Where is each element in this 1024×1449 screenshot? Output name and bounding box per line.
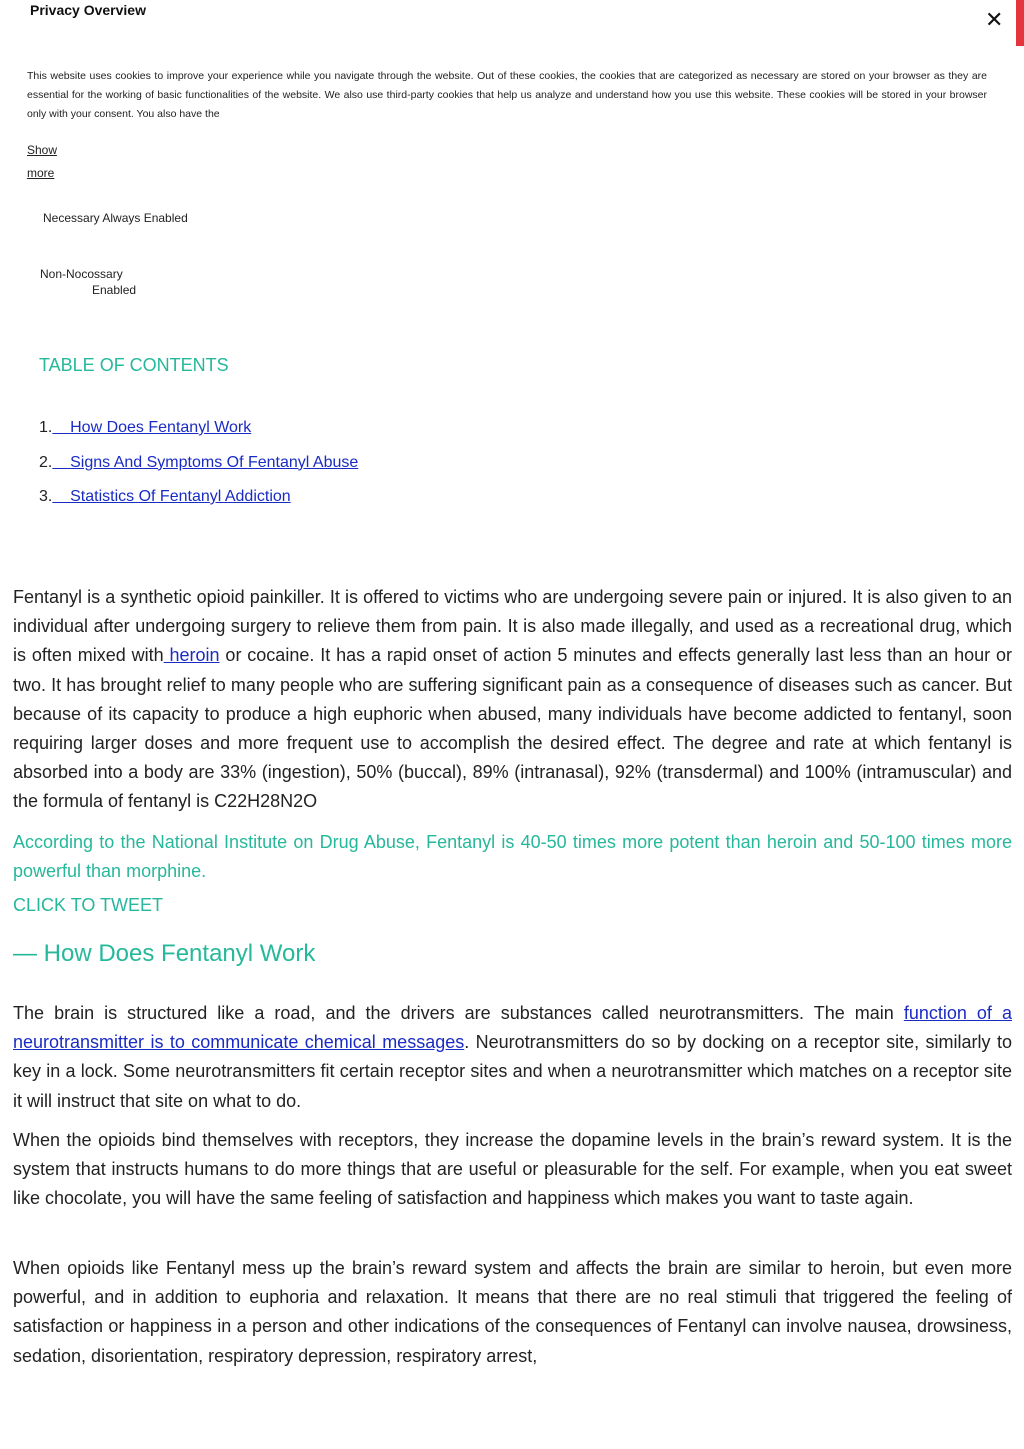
intro-text-1: Fentanyl is a synthetic opioid painkiller. It is offered to victims who are undergoing severe pain or injured. It is also given to an individual after undergoing surgery to relieve them from pain. It is also made illegally, and used as a recreational drug, which is often mixed with — [13, 587, 1012, 666]
non-necessary-cookies-toggle[interactable] — [40, 266, 136, 298]
toc-item-number: 1. — [39, 419, 53, 436]
non-necessary-label: Non-Nocossary — [40, 267, 123, 281]
reward-system-paragraph: When opioids like Fentanyl mess up the brain’s reward system and affects the brain are similar to heroin, but even more powerful, and in addition to euphoria and relaxation. It means that there are no real stimuli that triggered the feeling of satisfaction or happiness in a person and other indications of the consequences of Fentanyl can involve nausea, drowsiness, sedation, disorientation, respiratory depression, respiratory arrest, — [13, 1258, 1012, 1366]
brain-paragraph — [13, 999, 1012, 1116]
neurotransmitter-link[interactable]: function of a neurotransmitter is to communicate chemical messages — [13, 1003, 1012, 1053]
toc-link-how-fentanyl-works[interactable]: How Does Fentanyl Work — [70, 419, 252, 436]
necessary-cookies-toggle[interactable]: Necessary Always Enabled — [43, 211, 188, 225]
show-more-line-2[interactable]: more — [27, 166, 55, 180]
tweetable-quote: According to the National Institute on Drug Abuse, Fentanyl is 40-50 times more potent than heroin and 50-100 times more powerful than morphine. — [13, 832, 1012, 882]
privacy-description: This website uses cookies to improve your experience while you navigate through the website. Out of these cookies, the cookies that are categorized as necessary are stored on your browser as they are essential for the working of basic functionalities of the website. We also use third-party cookies that help us analyze and understand how you use this website. These cookies will be stored in your browser only with your consent. You also have the — [27, 70, 987, 120]
opioids-receptors-paragraph: When the opioids bind themselves with receptors, they increase the dopamine levels in the brain’s reward system. It is the system that instructs humans to do more things that are useful or pleasurable for the self. For example, when you eat sweet like chocolate, you will have the same feeling of satisfaction and happiness which makes you want to taste again. — [13, 1130, 1012, 1209]
intro-text-2: or cocaine. It has a rapid onset of action 5 minutes and effects generally last less than an hour or two. It has brought relief to many people who are suffering significant pain as a consequence of diseases such as cancer. But because of its capacity to produce a high euphoric when abused, many individuals have become addicted to fentanyl, soon requiring larger doses and more frequent use to accomplish the desired effect. The degree and rate at which fentanyl is absorbed into a body are 33% (ingestion), 50% (buccal), 89% (intranasal), 92% (transdermal) and 100% (intramuscular) and the formula of fentanyl is C22H28N2O — [13, 645, 1012, 812]
brain-text-1: The brain is structured like a road, and the drivers are substances called neurotransmitters. The main — [13, 1003, 904, 1023]
toc-item — [39, 480, 358, 515]
section-heading-how-fentanyl-works: — How Does Fentanyl Work — [13, 940, 316, 967]
toc-link-statistics[interactable]: Statistics Of Fentanyl Addiction — [70, 488, 291, 505]
toc-title: TABLE OF CONTENTS — [39, 355, 229, 375]
show-more-link[interactable] — [27, 139, 57, 185]
toc-item — [39, 411, 358, 446]
toc-item-number: 2. — [39, 453, 53, 471]
close-icon[interactable]: ✕ — [985, 7, 1004, 32]
toc-item — [39, 446, 358, 481]
heroin-link[interactable]: heroin — [163, 645, 220, 666]
brain-text-2: . Neurotransmitters do so by docking on a receptor site, similarly to key in a lock. Some neurotransmitters fit certain receptor sites and when a neurotransmitter which matches on a receptor site it will instruct that site on what to do. — [13, 1032, 1012, 1111]
toc-link-signs-symptoms[interactable]: Signs And Symptoms Of Fentanyl Abuse — [70, 453, 359, 471]
click-to-tweet-link[interactable]: CLICK TO TWEET — [13, 895, 164, 915]
toc-list — [39, 411, 358, 515]
intro-paragraph — [13, 583, 1012, 817]
toc-item-number: 3. — [39, 488, 53, 505]
privacy-title: Privacy Overview — [30, 2, 146, 18]
show-more-line-1[interactable]: Show — [27, 143, 58, 157]
red-edge-tab — [1016, 0, 1024, 46]
non-necessary-status: Enabled — [92, 283, 137, 297]
